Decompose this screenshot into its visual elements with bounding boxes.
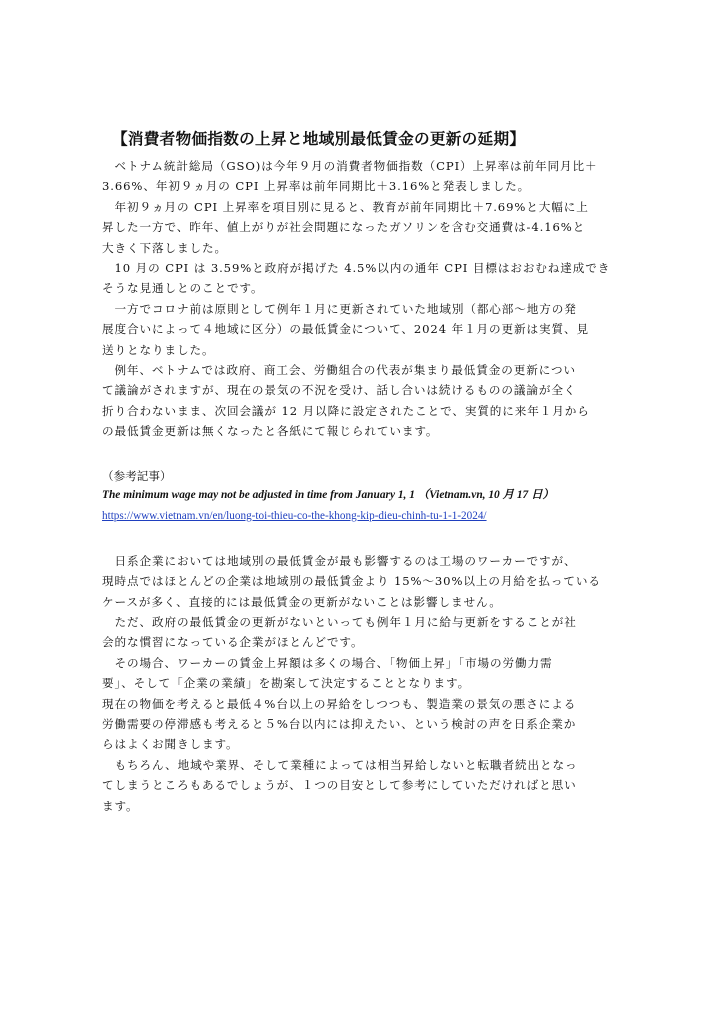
text-line: ただ、政府の最低賃金の更新がないといっても例年１月に給与更新をすることが社 [102,614,577,629]
reference-article-title: The minimum wage may not be adjusted in time from January 1, 1 （Vietnam.vn, 10 月 17 日） [102,488,554,501]
text-line: 日系企業においては地域別の最低賃金が最も影響するのは工場のワーカーですが、 [102,553,577,568]
paragraph-cpi-and-wages [102,156,624,442]
text-line: 昇した一方で、昨年、値上がりが社会問題になったガソリンを含む交通費は-4.16%と [102,220,586,235]
text-line: の最低賃金更新は無くなったと各紙にて報じられています。 [102,424,439,439]
text-line: そうな見通しとのことです。 [102,281,264,296]
text-line: 現在の物価を考えると最低４%台以上の昇給をしつつも、製造業の景気の悪さによる [102,696,577,711]
text-line: て議論がされますが、現在の景気の不況を受け、話し合いは続けるものの議論が全く [102,383,577,398]
document-title: 【消費者物価指数の上昇と地域別最低賃金の更新の延期】 [112,130,526,148]
text-line: 送りとなりました。 [102,342,215,357]
text-line: 年初９ヵ月の CPI 上昇率を項目別に見ると、教育が前年同期比＋7.69%と大幅に上 [102,199,589,214]
reference-link[interactable]: https://www.vietnam.vn/en/luong-toi-thieu-co-the-khong-kip-dieu-chinh-tu-1-1-2024/ [102,509,487,522]
text-line: 展度合いによって４地域に区分）の最低賃金について、2024 年１月の更新は実質、見 [102,322,590,337]
text-line: 10 月の CPI は 3.59%と政府が掲げた 4.5%以内の通年 CPI 目標はおおむね達成でき [102,261,611,276]
text-line: 例年、ベトナムでは政府、商工会、労働組合の代表が集まり最低賃金の更新につい [102,363,576,378]
text-line: ます。 [102,798,139,813]
text-line: らはよくお聞きします。 [102,737,239,752]
text-line: 要」、そして「企業の業績」を勘案して決定することとなります。 [102,676,471,691]
text-line: 現時点ではほとんどの企業は地域別の最低賃金より 15%～30%以上の月給を払っている [102,574,601,589]
text-line: 一方でコロナ前は原則として例年１月に更新されていた地域別（都心部～地方の発 [102,301,577,316]
text-line: てしまうところもあるでしょうが、１つの目安として参考にしていただければと思い [102,778,577,793]
document-body [102,128,624,816]
text-line: 大きく下落しました。 [102,240,227,255]
text-line: もちろん、地域や業界、そして業種によっては相当昇給しないと転職者続出となっ [102,757,578,772]
text-line: 労働需要の停滞感も考えると５%台以内には抑えたい、という検討の声を日系企業か [102,716,577,731]
spacer [102,527,624,551]
reference-label: （参考記事） [102,468,172,483]
reference-block [102,466,624,527]
text-line: 3.66%、年初９ヵ月の CPI 上昇率は前年同期比＋3.16%と発表しました。 [102,179,531,194]
text-line: ケースが多く、直接的には最低賃金の更新がないことは影響しません。 [102,594,502,609]
text-line: ベトナム統計総局（GSO)は今年９月の消費者物価指数（CPI）上昇率は前年同月比＋ [102,159,598,173]
text-line: 折り合わないまま、次回会議が 12 月以降に設定されたことで、実質的に来年１月から [102,403,590,418]
spacer [102,442,624,466]
text-line: その場合、ワーカーの賃金上昇額は多くの場合、「物価上昇」「市場の労働力需 [102,655,553,670]
paragraph-japanese-companies [102,551,624,816]
text-line: 会的な慣習になっている企業がほとんどです。 [102,635,364,650]
